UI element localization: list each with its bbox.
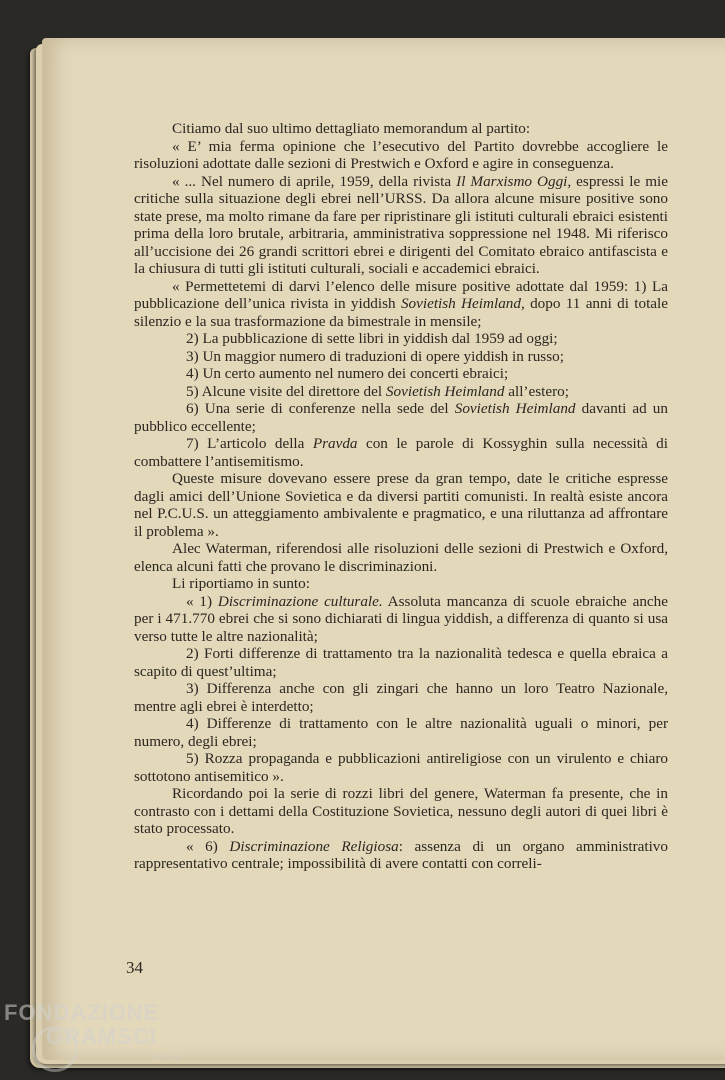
list-item: 4) Un certo aumento nel numero dei concerti ebraici;	[186, 365, 509, 382]
list-item: 6) Una serie di conferenze nella sede del Sovietish Heimland davanti ad un pubblico eccellente;	[134, 400, 668, 435]
paragraph: « Permettetemi di darvi l’elenco delle misure positive adottate dal 1959: 1) La pubblicazione dell’unica rivista in yiddish Sovietish Heimland, dopo 11 anni di totale silenzio e la sua trasformazione da bimestrale in mensile;	[134, 277, 669, 330]
list-item: « 6) Discriminazione Religiosa: assenza di un organo amministrativo rappresentativo centrale; impossibilità di avere contatti con correli-	[134, 837, 668, 872]
list-item: 7) L’articolo della Pravda con le parole di Kossyghin sulla necessità di combattere l’antisemitismo.	[134, 435, 668, 470]
paragraph: Queste misure dovevano essere prese da gran tempo, date le critiche espresse dagli amici dell’Unione Sovietica e da diversi partiti comunisti. In realtà esiste ancora nel P.C.U.S. un atteggiamento ambivalente e pragmatico, e una riluttanza ad affrontare il problema ».	[134, 470, 668, 540]
watermark-line1: FONDAZIONE	[4, 1000, 160, 1025]
page-body	[134, 120, 668, 873]
list-item: 2) La pubblicazione di sette libri in yiddish dal 1959 ad oggi;	[186, 330, 558, 347]
watermark-logo-icon	[32, 1026, 78, 1072]
paragraph: Ricordando poi la serie di rozzi libri del genere, Waterman fa presente, che in contrasto con i dettami della Costituzione Sovietica, nessuno degli autori di quei libri è stato processato.	[134, 785, 668, 837]
list-item: 3) Differenza anche con gli zingari che hanno un loro Teatro Nazionale, mentre agli ebrei è interdetto;	[134, 680, 668, 715]
watermark	[4, 1000, 181, 1063]
list-item: 2) Forti differenze di trattamento tra la nazionalità tedesca e quella ebraica a scapito di quest’ultima;	[134, 645, 668, 680]
paragraph: « ... Nel numero di aprile, 1959, della rivista Il Marxismo Oggi, espressi le mie critiche sulla situazione degli ebrei nell’URSS. Da allora alcune misure positive sono state prese, ma molto rimane da fare per ripristinare gli istituti culturali ebraici esistenti prima della loro brutale, arbitraria, amministrativa soppressione nel 1948. Mi riferisco all’uccisione dei 26 grandi scrittori ebrei e dirigenti del Comitato ebraico antifascista e la chiusura di tutti gli istituti culturali, sociali e accademici ebraici.	[134, 172, 669, 277]
paragraph: Li riportiamo in sunto:	[172, 575, 310, 592]
paragraph: « E’ mia ferma opinione che l’esecutivo del Partito dovrebbe accogliere le risoluzioni adottate dalle sezioni di Prestwich e Oxford e agire in conseguenza.	[134, 137, 668, 172]
list-item: 4) Differenze di trattamento con le altre nazionalità uguali o minori, per numero, degli ebrei;	[134, 715, 668, 750]
list-item: 3) Un maggior numero di traduzioni di opere yiddish in russo;	[186, 347, 564, 365]
paragraph: Citiamo dal suo ultimo dettagliato memorandum al partito:	[172, 120, 531, 137]
list-item: 5) Alcune visite del direttore del Sovietish Heimland all’estero;	[186, 382, 569, 400]
paragraph: Alec Waterman, riferendosi alle risoluzioni delle sezioni di Prestwich e Oxford, elenca alcuni fatti che provano le discriminazioni.	[134, 540, 668, 575]
list-item: 5) Rozza propaganda e pubblicazioni antireligiose con un virulento e chiaro sottotono antisemitico ».	[134, 750, 668, 785]
list-item: « 1) Discriminazione culturale. Assoluta mancanza di scuole ebraiche anche per i 471.770 ebrei che si sono dichiarati di lingua yiddish, a differenza di quanto si usa verso tutte le altre nazionalità;	[134, 592, 669, 645]
page-number: 34	[126, 958, 143, 977]
watermark-suffix: onlus	[152, 1052, 181, 1063]
watermark-line2: GRAMSCI	[46, 1024, 157, 1049]
